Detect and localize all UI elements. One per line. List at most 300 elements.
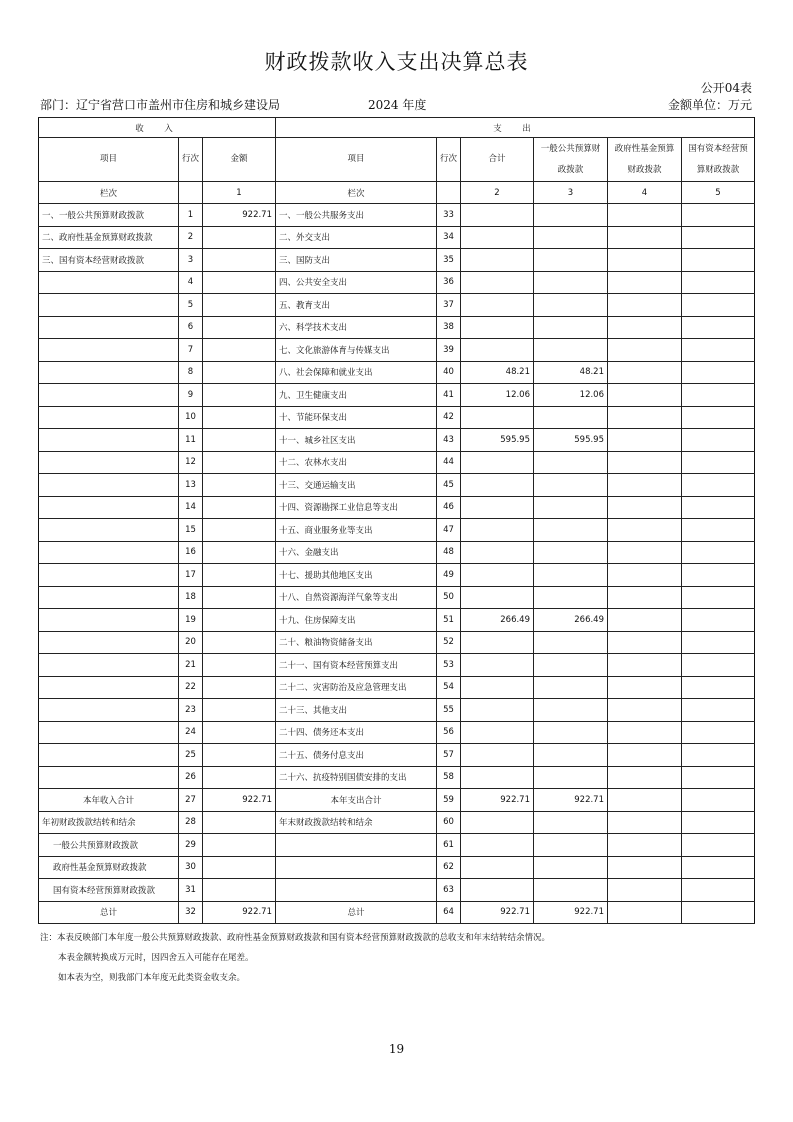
income-item-cell (39, 744, 179, 767)
general-budget-amount-cell (534, 766, 608, 789)
expense-row-no-cell: 61 (437, 834, 461, 857)
expense-item-cell: 二十四、债务还本支出 (276, 721, 437, 744)
expense-total-cell (461, 744, 534, 767)
fund-budget-amount-cell (608, 834, 682, 857)
general-budget-amount-cell (534, 811, 608, 834)
income-row-no-cell: 19 (179, 609, 203, 632)
fund-budget-amount-cell (608, 609, 682, 632)
income-amount-cell (203, 451, 276, 474)
table-row (39, 541, 755, 564)
income-row-no-cell: 3 (179, 249, 203, 272)
income-row-no-cell: 28 (179, 811, 203, 834)
state-capital-amount-cell (682, 204, 755, 227)
income-row-no-cell: 23 (179, 699, 203, 722)
table-row (39, 609, 755, 632)
table-row (39, 564, 755, 587)
state-capital-amount-cell (682, 339, 755, 362)
income-item-cell (39, 339, 179, 362)
income-amount-cell (203, 361, 276, 384)
expense-total-cell: 595.95 (461, 429, 534, 452)
column-blank (179, 182, 203, 204)
expense-item-cell: 总计 (276, 901, 437, 924)
fund-budget-amount-cell (608, 586, 682, 609)
table-row (39, 361, 755, 384)
expense-row-no-cell: 40 (437, 361, 461, 384)
income-item-cell (39, 631, 179, 654)
expense-total-cell (461, 474, 534, 497)
general-budget-amount-cell: 922.71 (534, 901, 608, 924)
income-item-cell (39, 474, 179, 497)
income-amount-cell (203, 879, 276, 902)
expense-row-no-cell: 41 (437, 384, 461, 407)
state-capital-amount-cell (682, 451, 755, 474)
expense-item-cell: 二、外交支出 (276, 226, 437, 249)
general-budget-amount-cell (534, 474, 608, 497)
expense-item-cell: 二十二、灾害防治及应急管理支出 (276, 676, 437, 699)
state-capital-header: 国有资本经营预算财政拨款 (682, 138, 755, 182)
expense-total-cell (461, 676, 534, 699)
state-capital-amount-cell (682, 811, 755, 834)
state-capital-amount-cell (682, 766, 755, 789)
expense-item-cell: 四、公共安全支出 (276, 271, 437, 294)
fund-budget-amount-cell (608, 474, 682, 497)
income-row-no-cell: 18 (179, 586, 203, 609)
income-item-cell (39, 406, 179, 429)
table-row (39, 294, 755, 317)
income-row-no-cell: 15 (179, 519, 203, 542)
income-item-cell (39, 451, 179, 474)
expense-total-cell (461, 586, 534, 609)
expense-row-no-cell: 58 (437, 766, 461, 789)
state-capital-amount-cell (682, 609, 755, 632)
expense-item-cell (276, 834, 437, 857)
general-budget-amount-cell (534, 249, 608, 272)
report-meta (40, 96, 752, 112)
income-row-no-cell: 16 (179, 541, 203, 564)
expense-row-no-cell: 59 (437, 789, 461, 812)
expense-item-cell: 十八、自然资源海洋气象等支出 (276, 586, 437, 609)
income-item-cell: 年初财政拨款结转和结余 (39, 811, 179, 834)
table-notes (40, 928, 550, 988)
table-row (39, 429, 755, 452)
state-capital-amount-cell (682, 406, 755, 429)
expense-row-no-cell: 35 (437, 249, 461, 272)
state-capital-amount-cell (682, 834, 755, 857)
expense-total-cell (461, 271, 534, 294)
table-row (39, 856, 755, 879)
income-row-no-cell: 6 (179, 316, 203, 339)
income-amount-cell (203, 609, 276, 632)
expense-total-cell (461, 519, 534, 542)
fund-budget-amount-cell (608, 901, 682, 924)
state-capital-amount-cell (682, 474, 755, 497)
income-row-no-cell: 31 (179, 879, 203, 902)
table-row (39, 654, 755, 677)
table-row (39, 384, 755, 407)
expense-total-cell (461, 811, 534, 834)
table-row (39, 744, 755, 767)
income-amount-cell (203, 744, 276, 767)
table-row (39, 834, 755, 857)
column-blank-2 (437, 182, 461, 204)
table-row (39, 721, 755, 744)
general-budget-amount-cell (534, 879, 608, 902)
column-number-1: 1 (203, 182, 276, 204)
column-header-row (39, 138, 755, 182)
expense-item-cell: 五、教育支出 (276, 294, 437, 317)
expense-total-cell: 922.71 (461, 789, 534, 812)
state-capital-amount-cell (682, 294, 755, 317)
column-number-4: 4 (608, 182, 682, 204)
column-number-5: 5 (682, 182, 755, 204)
table-row (39, 699, 755, 722)
income-item-cell: 一、一般公共预算财政拨款 (39, 204, 179, 227)
fund-budget-amount-cell (608, 879, 682, 902)
income-amount-cell (203, 699, 276, 722)
income-row-no-cell: 27 (179, 789, 203, 812)
table-row (39, 901, 755, 924)
expense-total-cell (461, 249, 534, 272)
income-item-header: 项目 (39, 138, 179, 182)
fund-budget-amount-cell (608, 339, 682, 362)
income-item-cell (39, 496, 179, 519)
general-budget-amount-cell: 922.71 (534, 789, 608, 812)
general-budget-amount-cell (534, 586, 608, 609)
note-1: 注：本表反映部门本年度一般公共预算财政拨款、政府性基金预算财政拨款和国有资本经营预算财政拨款的总收支和年末结转结余情况。 (40, 933, 551, 943)
table-row (39, 789, 755, 812)
income-row-no-header: 行次 (179, 138, 203, 182)
state-capital-amount-cell (682, 879, 755, 902)
expense-row-no-cell: 63 (437, 879, 461, 902)
fund-budget-amount-cell (608, 721, 682, 744)
general-budget-amount-cell (534, 631, 608, 654)
expense-total-cell (461, 316, 534, 339)
fund-budget-amount-cell (608, 541, 682, 564)
expense-total-cell (461, 226, 534, 249)
table-row (39, 249, 755, 272)
general-budget-amount-cell (534, 744, 608, 767)
fund-budget-amount-cell (608, 564, 682, 587)
expense-row-no-cell: 39 (437, 339, 461, 362)
general-budget-amount-cell (534, 834, 608, 857)
expense-row-no-cell: 37 (437, 294, 461, 317)
income-amount-cell (203, 676, 276, 699)
expense-row-no-cell: 53 (437, 654, 461, 677)
expense-item-cell: 本年支出合计 (276, 789, 437, 812)
expense-item-cell: 二十、粮油物资储备支出 (276, 631, 437, 654)
income-item-cell (39, 721, 179, 744)
state-capital-amount-cell (682, 271, 755, 294)
general-budget-amount-cell: 12.06 (534, 384, 608, 407)
income-row-no-cell: 22 (179, 676, 203, 699)
income-row-no-cell: 14 (179, 496, 203, 519)
form-number: 公开04表 (700, 81, 752, 95)
fund-budget-amount-cell (608, 856, 682, 879)
income-item-cell (39, 766, 179, 789)
expense-total-cell (461, 496, 534, 519)
state-capital-amount-cell (682, 226, 755, 249)
expense-item-cell: 年末财政拨款结转和结余 (276, 811, 437, 834)
column-number-row (39, 182, 755, 204)
fund-budget-amount-cell (608, 361, 682, 384)
income-row-no-cell: 10 (179, 406, 203, 429)
expense-total-cell (461, 406, 534, 429)
income-amount-cell: 922.71 (203, 901, 276, 924)
income-item-cell (39, 654, 179, 677)
expense-item-cell: 十一、城乡社区支出 (276, 429, 437, 452)
expense-row-no-cell: 60 (437, 811, 461, 834)
table-row (39, 519, 755, 542)
income-amount-cell (203, 406, 276, 429)
expense-total-cell (461, 856, 534, 879)
income-item-cell: 三、国有资本经营财政拨款 (39, 249, 179, 272)
section-header-row (39, 118, 755, 138)
column-label: 栏次 (39, 182, 179, 204)
income-item-cell (39, 541, 179, 564)
income-row-no-cell: 26 (179, 766, 203, 789)
state-capital-amount-cell (682, 856, 755, 879)
income-amount-cell: 922.71 (203, 204, 276, 227)
state-capital-amount-cell (682, 631, 755, 654)
income-amount-cell (203, 564, 276, 587)
income-amount-cell (203, 654, 276, 677)
income-row-no-cell: 9 (179, 384, 203, 407)
state-capital-amount-cell (682, 721, 755, 744)
expense-total-cell (461, 204, 534, 227)
fund-budget-header: 政府性基金预算财政拨款 (608, 138, 682, 182)
income-item-cell (39, 564, 179, 587)
income-row-no-cell: 17 (179, 564, 203, 587)
general-budget-amount-cell (534, 699, 608, 722)
income-item-cell (39, 316, 179, 339)
general-budget-amount-cell (534, 496, 608, 519)
fund-budget-amount-cell (608, 766, 682, 789)
general-budget-amount-cell (534, 654, 608, 677)
income-item-cell (39, 429, 179, 452)
income-row-no-cell: 8 (179, 361, 203, 384)
income-item-cell: 政府性基金预算财政拨款 (39, 856, 179, 879)
expense-row-no-cell: 34 (437, 226, 461, 249)
expense-item-cell: 十二、农林水支出 (276, 451, 437, 474)
general-budget-amount-cell: 266.49 (534, 609, 608, 632)
expense-row-no-cell: 64 (437, 901, 461, 924)
income-amount-cell (203, 316, 276, 339)
income-item-cell (39, 699, 179, 722)
expense-row-no-cell: 45 (437, 474, 461, 497)
general-budget-amount-cell (534, 339, 608, 362)
income-amount-cell (203, 294, 276, 317)
expense-total-cell (461, 879, 534, 902)
expense-total-cell (461, 631, 534, 654)
income-amount-cell (203, 339, 276, 362)
table-row (39, 676, 755, 699)
income-item-cell (39, 384, 179, 407)
column-number-2: 2 (461, 182, 534, 204)
amount-unit: 金额单位：万元 (667, 98, 752, 112)
table-row (39, 474, 755, 497)
general-budget-amount-cell (534, 541, 608, 564)
expense-total-cell: 48.21 (461, 361, 534, 384)
income-amount-cell (203, 811, 276, 834)
income-row-no-cell: 11 (179, 429, 203, 452)
income-amount-cell (203, 766, 276, 789)
fund-budget-amount-cell (608, 406, 682, 429)
fund-budget-amount-cell (608, 249, 682, 272)
expense-row-no-cell: 33 (437, 204, 461, 227)
general-budget-amount-cell: 595.95 (534, 429, 608, 452)
income-amount-cell (203, 474, 276, 497)
column-label-2: 栏次 (276, 182, 437, 204)
expense-row-no-cell: 43 (437, 429, 461, 452)
state-capital-amount-cell (682, 519, 755, 542)
table-row (39, 631, 755, 654)
income-amount-cell (203, 519, 276, 542)
income-row-no-cell: 24 (179, 721, 203, 744)
expense-row-no-cell: 48 (437, 541, 461, 564)
note-2: 本表金额转换成万元时，因四舍五入可能存在尾差。 (58, 953, 254, 963)
expense-total-cell: 12.06 (461, 384, 534, 407)
income-row-no-cell: 30 (179, 856, 203, 879)
expense-item-cell: 七、文化旅游体育与传媒支出 (276, 339, 437, 362)
expense-item-cell: 八、社会保障和就业支出 (276, 361, 437, 384)
expense-item-cell: 二十五、债务付息支出 (276, 744, 437, 767)
general-budget-amount-cell (534, 316, 608, 339)
table-row (39, 271, 755, 294)
table-row (39, 339, 755, 362)
income-amount-cell (203, 631, 276, 654)
expense-row-no-cell: 42 (437, 406, 461, 429)
expense-total-cell (461, 721, 534, 744)
general-budget-amount-cell (534, 451, 608, 474)
total-header: 合计 (461, 138, 534, 182)
fund-budget-amount-cell (608, 789, 682, 812)
fund-budget-amount-cell (608, 451, 682, 474)
expense-total-cell (461, 654, 534, 677)
income-item-cell (39, 676, 179, 699)
expense-item-cell: 二十一、国有资本经营预算支出 (276, 654, 437, 677)
expense-item-cell: 十三、交通运输支出 (276, 474, 437, 497)
income-row-no-cell: 32 (179, 901, 203, 924)
fund-budget-amount-cell (608, 811, 682, 834)
expense-item-cell: 十、节能环保支出 (276, 406, 437, 429)
table-row (39, 496, 755, 519)
expense-item-cell: 三、国防支出 (276, 249, 437, 272)
budget-summary-table (38, 117, 755, 924)
expense-item-cell: 十五、商业服务业等支出 (276, 519, 437, 542)
table-row (39, 879, 755, 902)
general-budget-amount-cell (534, 856, 608, 879)
income-amount-cell (203, 226, 276, 249)
state-capital-amount-cell (682, 429, 755, 452)
fund-budget-amount-cell (608, 226, 682, 249)
table-row (39, 586, 755, 609)
general-budget-amount-cell (534, 294, 608, 317)
expense-total-cell (461, 766, 534, 789)
income-amount-cell (203, 834, 276, 857)
expense-row-no-cell: 50 (437, 586, 461, 609)
expense-item-cell: 九、卫生健康支出 (276, 384, 437, 407)
expense-row-no-cell: 62 (437, 856, 461, 879)
income-row-no-cell: 1 (179, 204, 203, 227)
income-item-cell (39, 586, 179, 609)
income-amount-cell: 922.71 (203, 789, 276, 812)
fund-budget-amount-cell (608, 316, 682, 339)
state-capital-amount-cell (682, 901, 755, 924)
page-title: 财政拨款收入支出决算总表 (264, 50, 529, 74)
page-number: 19 (388, 1042, 405, 1056)
state-capital-amount-cell (682, 789, 755, 812)
income-amount-cell (203, 856, 276, 879)
fiscal-year: 2024 年度 (368, 98, 427, 112)
income-row-no-cell: 13 (179, 474, 203, 497)
state-capital-amount-cell (682, 744, 755, 767)
state-capital-amount-cell (682, 586, 755, 609)
general-budget-amount-cell (534, 406, 608, 429)
expense-row-no-cell: 36 (437, 271, 461, 294)
expense-row-no-cell: 44 (437, 451, 461, 474)
expense-total-cell (461, 699, 534, 722)
expense-item-cell: 二十三、其他支出 (276, 699, 437, 722)
expense-row-no-cell: 51 (437, 609, 461, 632)
expense-item-cell: 十七、援助其他地区支出 (276, 564, 437, 587)
expense-item-cell (276, 856, 437, 879)
expense-row-no-cell: 54 (437, 676, 461, 699)
column-number-3: 3 (534, 182, 608, 204)
expense-total-cell (461, 294, 534, 317)
expense-section-header: 支 出 (276, 118, 755, 138)
income-amount-cell (203, 496, 276, 519)
general-budget-amount-cell: 48.21 (534, 361, 608, 384)
state-capital-amount-cell (682, 699, 755, 722)
income-item-cell: 一般公共预算财政拨款 (39, 834, 179, 857)
expense-row-no-cell: 46 (437, 496, 461, 519)
state-capital-amount-cell (682, 676, 755, 699)
fund-budget-amount-cell (608, 384, 682, 407)
table-row (39, 406, 755, 429)
expense-item-cell: 十四、资源勘探工业信息等支出 (276, 496, 437, 519)
income-row-no-cell: 29 (179, 834, 203, 857)
expense-item-cell: 十六、金融支出 (276, 541, 437, 564)
general-budget-amount-cell (534, 564, 608, 587)
fund-budget-amount-cell (608, 519, 682, 542)
income-item-cell: 二、政府性基金预算财政拨款 (39, 226, 179, 249)
expense-row-no-cell: 55 (437, 699, 461, 722)
fund-budget-amount-cell (608, 294, 682, 317)
expense-total-cell (461, 339, 534, 362)
income-item-cell (39, 294, 179, 317)
state-capital-amount-cell (682, 564, 755, 587)
expense-row-no-cell: 57 (437, 744, 461, 767)
table-row (39, 451, 755, 474)
income-amount-cell (203, 271, 276, 294)
fund-budget-amount-cell (608, 204, 682, 227)
income-row-no-cell: 12 (179, 451, 203, 474)
income-row-no-cell: 21 (179, 654, 203, 677)
expense-row-no-header: 行次 (437, 138, 461, 182)
general-budget-amount-cell (534, 271, 608, 294)
expense-item-header: 项目 (276, 138, 437, 182)
state-capital-amount-cell (682, 316, 755, 339)
general-budget-amount-cell (534, 676, 608, 699)
income-item-cell: 国有资本经营预算财政拨款 (39, 879, 179, 902)
income-row-no-cell: 20 (179, 631, 203, 654)
general-budget-header: 一般公共预算财政拨款 (534, 138, 608, 182)
table-row (39, 226, 755, 249)
state-capital-amount-cell (682, 249, 755, 272)
expense-row-no-cell: 47 (437, 519, 461, 542)
income-amount-header: 金额 (203, 138, 276, 182)
income-amount-cell (203, 384, 276, 407)
